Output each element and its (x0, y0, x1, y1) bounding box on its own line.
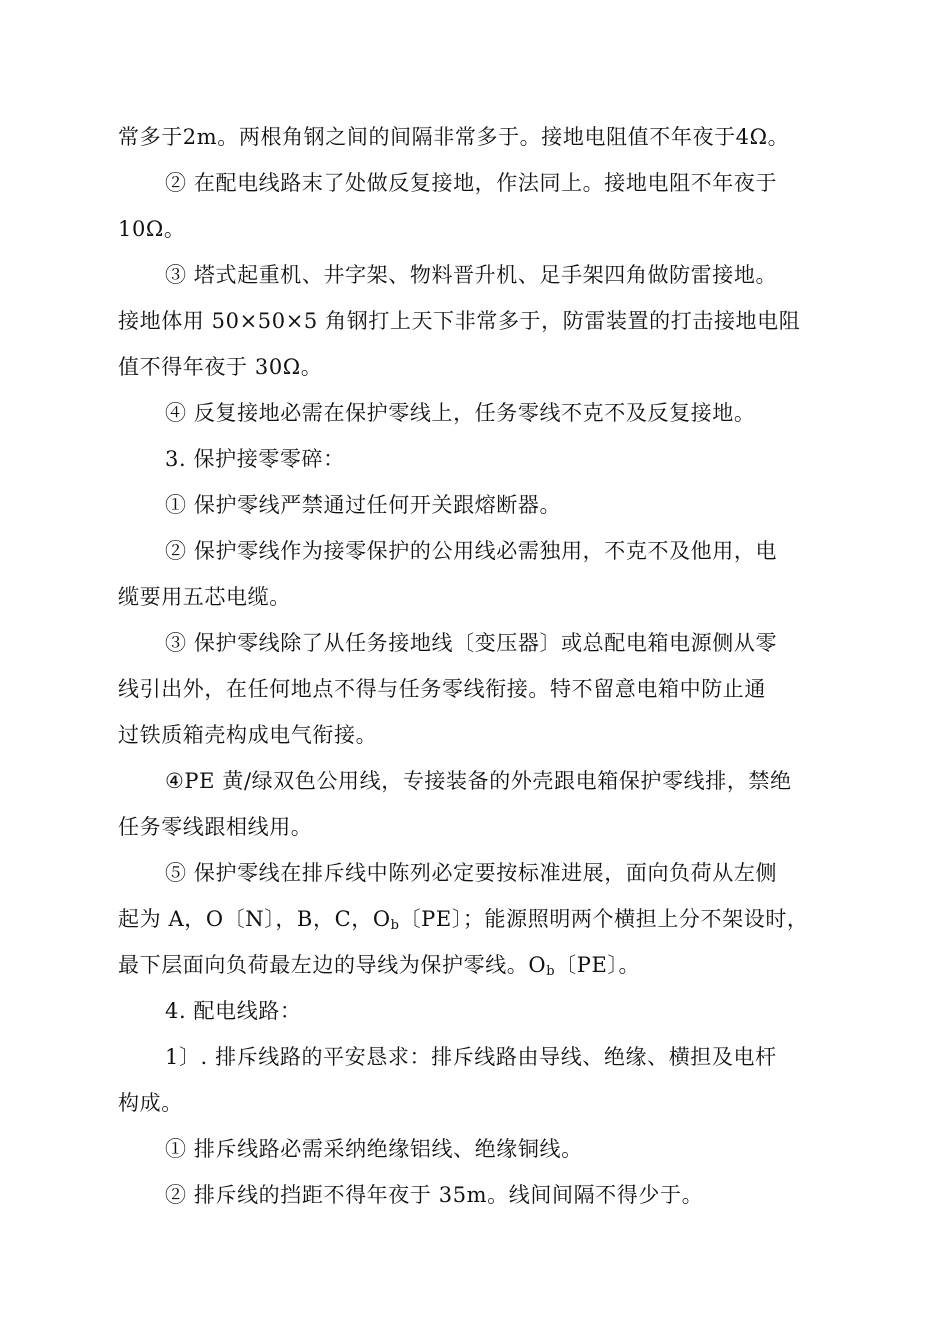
text-line: ② 保护零线作为接零保护的公用线必需独用，不克不及他用，电 (165, 539, 778, 563)
text-line: 线引出外，在任何地点不得与任务零线衔接。特不留意电箱中防止通 (118, 677, 766, 701)
subscript: b (546, 964, 556, 979)
text-segment: 〔PE〕；能源照明两个横担上分不架设时， (399, 907, 809, 931)
text-line: ① 保护零线严禁通过任何开关跟熔断器。 (165, 493, 562, 517)
text-line (118, 950, 868, 980)
text-line: 任务零线跟相线用。 (118, 815, 313, 839)
text-segment: 起为 A，O〔N〕，B，C，O (118, 907, 391, 931)
text-line: ④PE 黄/绿双色公用线，专接装备的外壳跟电箱保护零线排，禁绝 (165, 769, 792, 793)
text-line: 10Ω。 (118, 217, 186, 241)
text-line: 接地体用 50×50×5 角钢打上天下非常多于，防雷装置的打击接地电阻 (118, 309, 801, 333)
text-line: ② 排斥线的挡距不得年夜于 35m。线间间隔不得少于。 (165, 1183, 704, 1207)
subscript: b (390, 918, 400, 933)
text-line (118, 904, 868, 934)
section-heading: 4. 配电线路： (165, 999, 302, 1023)
text-line: 常多于2m。两根角钢之间的间隔非常多于。接地电阻值不年夜于4Ω。 (118, 125, 790, 149)
text-line: ③ 保护零线除了从任务接地线〔变压器〕或总配电箱电源侧从零 (165, 631, 778, 655)
text-line: 缆要用五芯电缆。 (118, 585, 291, 609)
text-line: 值不得年夜于 30Ω。 (118, 355, 323, 379)
text-line: ④ 反复接地必需在保护零线上，任务零线不克不及反复接地。 (165, 401, 756, 425)
text-line: ③ 塔式起重机、井字架、物料晋升机、足手架四角做防雷接地。 (165, 263, 778, 287)
text-line: 1〕. 排斥线路的平安恳求：排斥线路由导线、绝缘、横担及电杆 (165, 1045, 777, 1069)
text-segment: 〔PE〕。 (555, 953, 641, 977)
text-line: ① 排斥线路必需采纳绝缘铝线、绝缘铜线。 (165, 1137, 583, 1161)
text-segment: 最下层面向负荷最左边的导线为保护零线。O (118, 953, 547, 977)
text-line: 构成。 (118, 1091, 183, 1115)
text-line: ② 在配电线路末了处做反复接地，作法同上。接地电阻不年夜于 (165, 171, 778, 195)
section-heading: 3. 保护接零零碎： (165, 447, 345, 471)
text-line: 过铁质箱壳构成电气衔接。 (118, 723, 378, 747)
text-line: ⑤ 保护零线在排斥线中陈列必定要按标准进展，面向负荷从左侧 (165, 861, 778, 885)
